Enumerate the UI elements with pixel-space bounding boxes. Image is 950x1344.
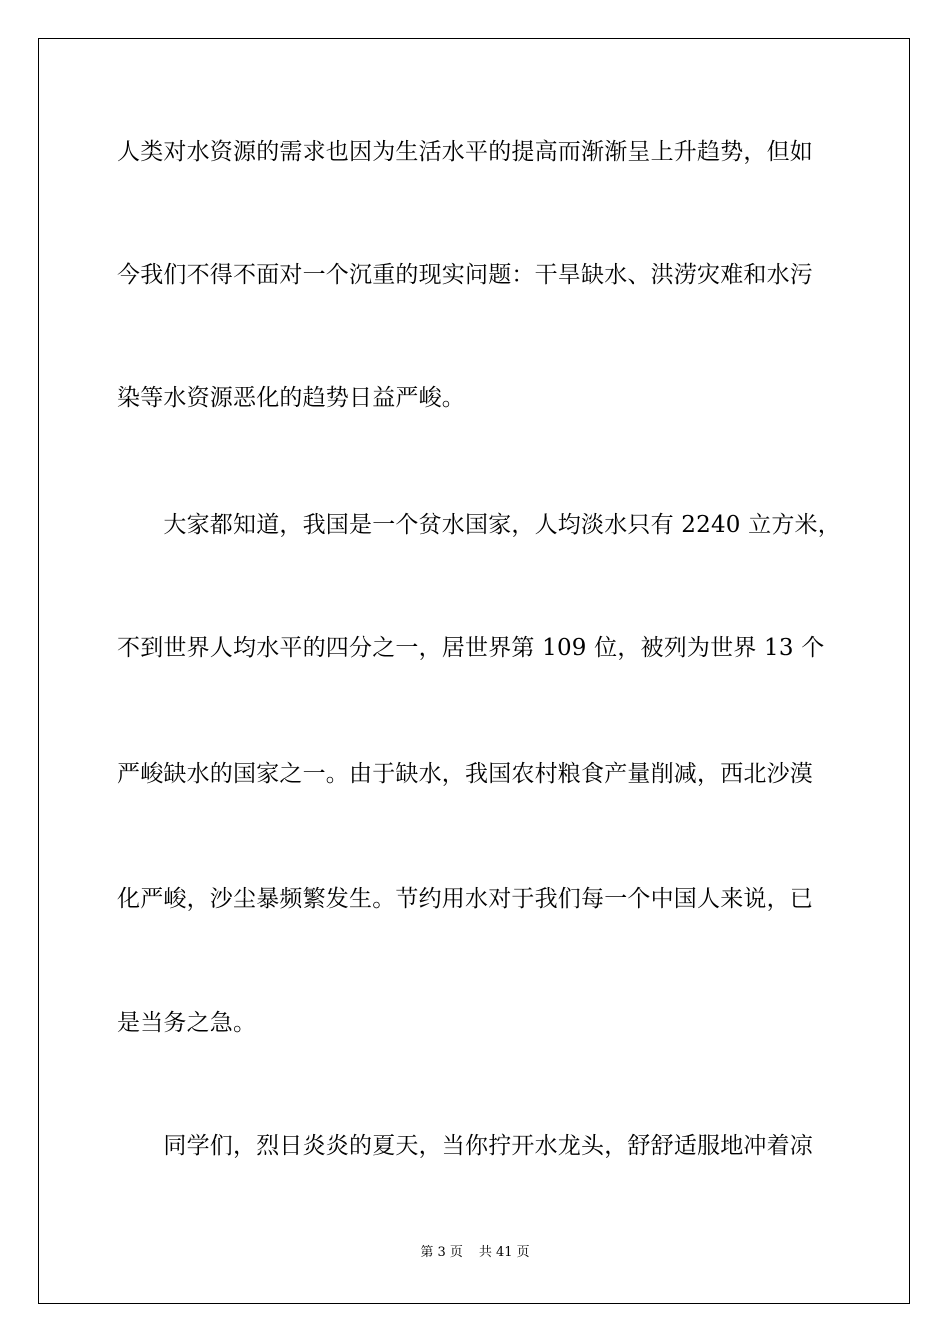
text-line: 大家都知道，我国是一个贫水国家，人均淡水只有 2240 立方米，: [117, 512, 841, 538]
text-line: 是当务之急。: [117, 1010, 257, 1036]
text-line: 今我们不得不面对一个沉重的现实问题：干旱缺水、洪涝灾难和水污: [117, 262, 813, 288]
text-line: 不到世界人均水平的四分之一，居世界第 109 位，被列为世界 13 个: [117, 635, 825, 661]
text-line: 严峻缺水的国家之一。由于缺水，我国农村粮食产量削减，西北沙漠: [117, 761, 813, 787]
page-footer: [0, 1245, 950, 1261]
page-border: [38, 38, 910, 1304]
text-line: 同学们，烈日炎炎的夏天，当你拧开水龙头，舒舒适服地冲着凉: [117, 1133, 813, 1159]
page-number: 第 3 页: [420, 1245, 463, 1260]
text-line: 染等水资源恶化的趋势日益严峻。: [117, 385, 465, 411]
text-line: 化严峻，沙尘暴频繁发生。节约用水对于我们每一个中国人来说，已: [117, 886, 813, 912]
page-total: 共 41 页: [478, 1245, 530, 1260]
text-line: 人类对水资源的需求也因为生活水平的提高而渐渐呈上升趋势，但如: [117, 139, 813, 165]
